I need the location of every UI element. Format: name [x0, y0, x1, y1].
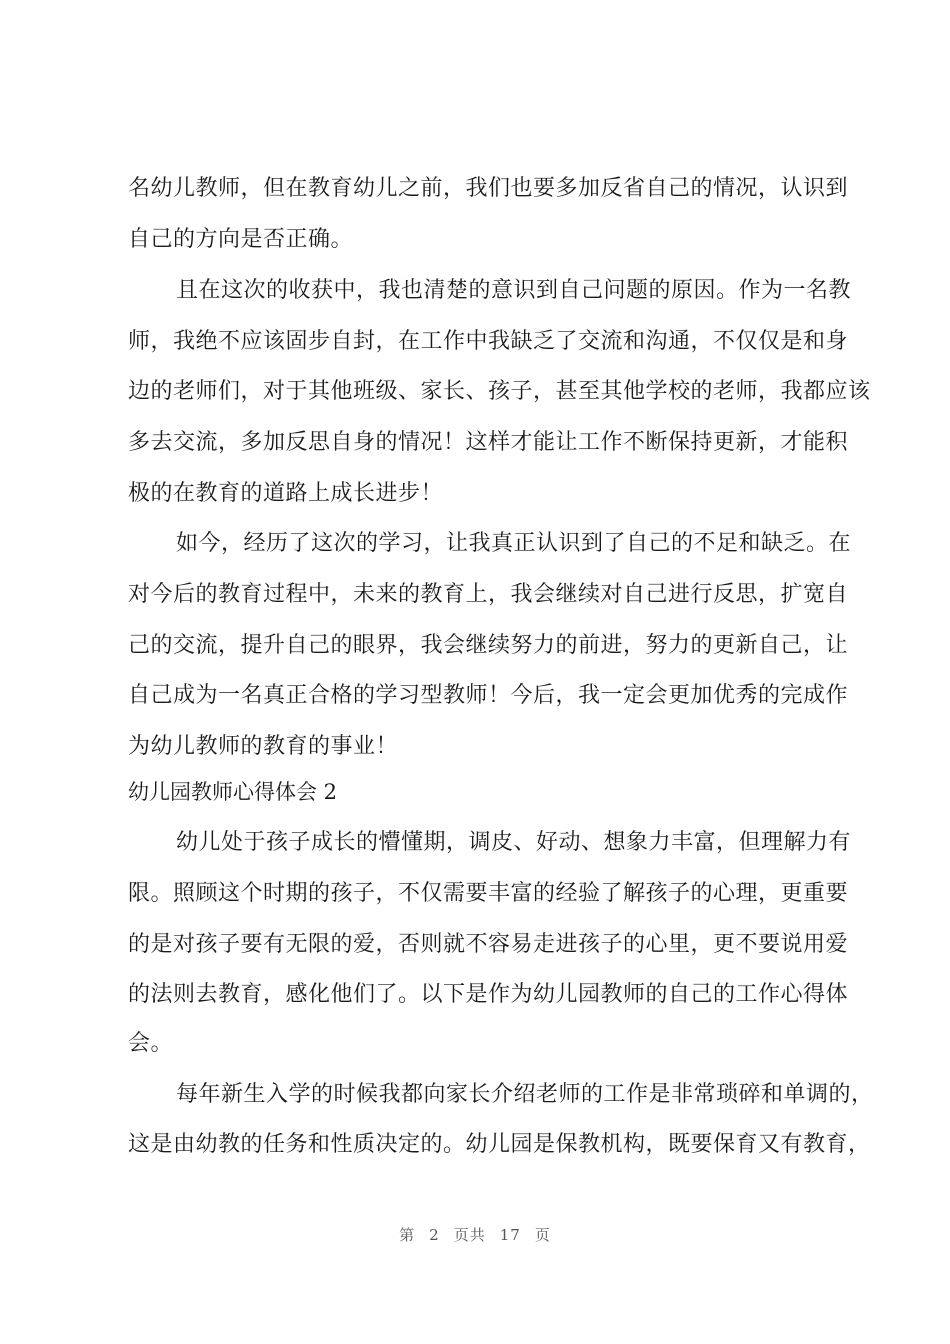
paragraph-5-line-2: 这是由幼教的任务和性质决定的。幼儿园是保教机构，既要保育又有教育， [128, 1132, 871, 1157]
footer-current-page: 2 [429, 1226, 440, 1244]
paragraph-2-line-2: 师，我绝不应该固步自封，在工作中我缺乏了交流和沟通，不仅仅是和身 [128, 329, 849, 354]
paragraph-2-line-4: 多去交流，多加反思自身的情况！这样才能让工作不断保持更新，才能积 [128, 430, 849, 455]
paragraph-1-line-1: 名幼儿教师，但在教育幼儿之前，我们也要多加反省自己的情况，认识到 [128, 176, 849, 201]
paragraph-4-line-5: 会。 [128, 1031, 174, 1056]
footer-middle: 页共 [453, 1226, 486, 1244]
paragraph-3-line-5: 为幼儿教师的教育的事业！ [128, 734, 399, 759]
section-title: 幼儿园教师心得体会 2 [128, 780, 338, 804]
paragraph-5-line-1: 每年新生入学的时候我都向家长介绍老师的工作是非常琐碎和单调的， [176, 1082, 874, 1107]
paragraph-4-line-4: 的法则去教育，感化他们了。以下是作为幼儿园教师的自己的工作心得体 [128, 982, 849, 1007]
paragraph-2-line-1: 且在这次的收获中，我也清楚的意识到自己问题的原因。作为一名教 [176, 278, 852, 303]
paragraph-1-line-2: 自己的方向是否正确。 [128, 227, 354, 252]
paragraph-3-line-4: 自己成为一名真正合格的学习型教师！今后，我一定会更加优秀的完成作 [128, 683, 849, 708]
footer-suffix: 页 [534, 1226, 551, 1244]
paragraph-4-line-3: 的是对孩子要有无限的爱，否则就不容易走进孩子的心里，更不要说用爱 [128, 932, 849, 957]
paragraph-2-line-3: 边的老师们，对于其他班级、家长、孩子，甚至其他学校的老师，我都应该 [128, 379, 871, 404]
paragraph-4-line-1: 幼儿处于孩子成长的懵懂期，调皮、好动、想象力丰富，但理解力有 [176, 830, 852, 855]
page-footer [0, 1224, 950, 1245]
footer-prefix: 第 [399, 1226, 416, 1244]
paragraph-2-line-5: 极的在教育的道路上成长进步！ [128, 481, 444, 506]
paragraph-4-line-2: 限。照顾这个时期的孩子，不仅需要丰富的经验了解孩子的心理，更重要 [128, 881, 849, 906]
footer-total-pages: 17 [499, 1226, 521, 1244]
paragraph-3-line-2: 对今后的教育过程中，未来的教育上，我会继续对自己进行反思，扩宽自 [128, 582, 849, 607]
paragraph-3-line-3: 己的交流，提升自己的眼界，我会继续努力的前进，努力的更新自己，让 [128, 633, 849, 658]
paragraph-3-line-1: 如今，经历了这次的学习，让我真正认识到了自己的不足和缺乏。在 [176, 531, 852, 556]
